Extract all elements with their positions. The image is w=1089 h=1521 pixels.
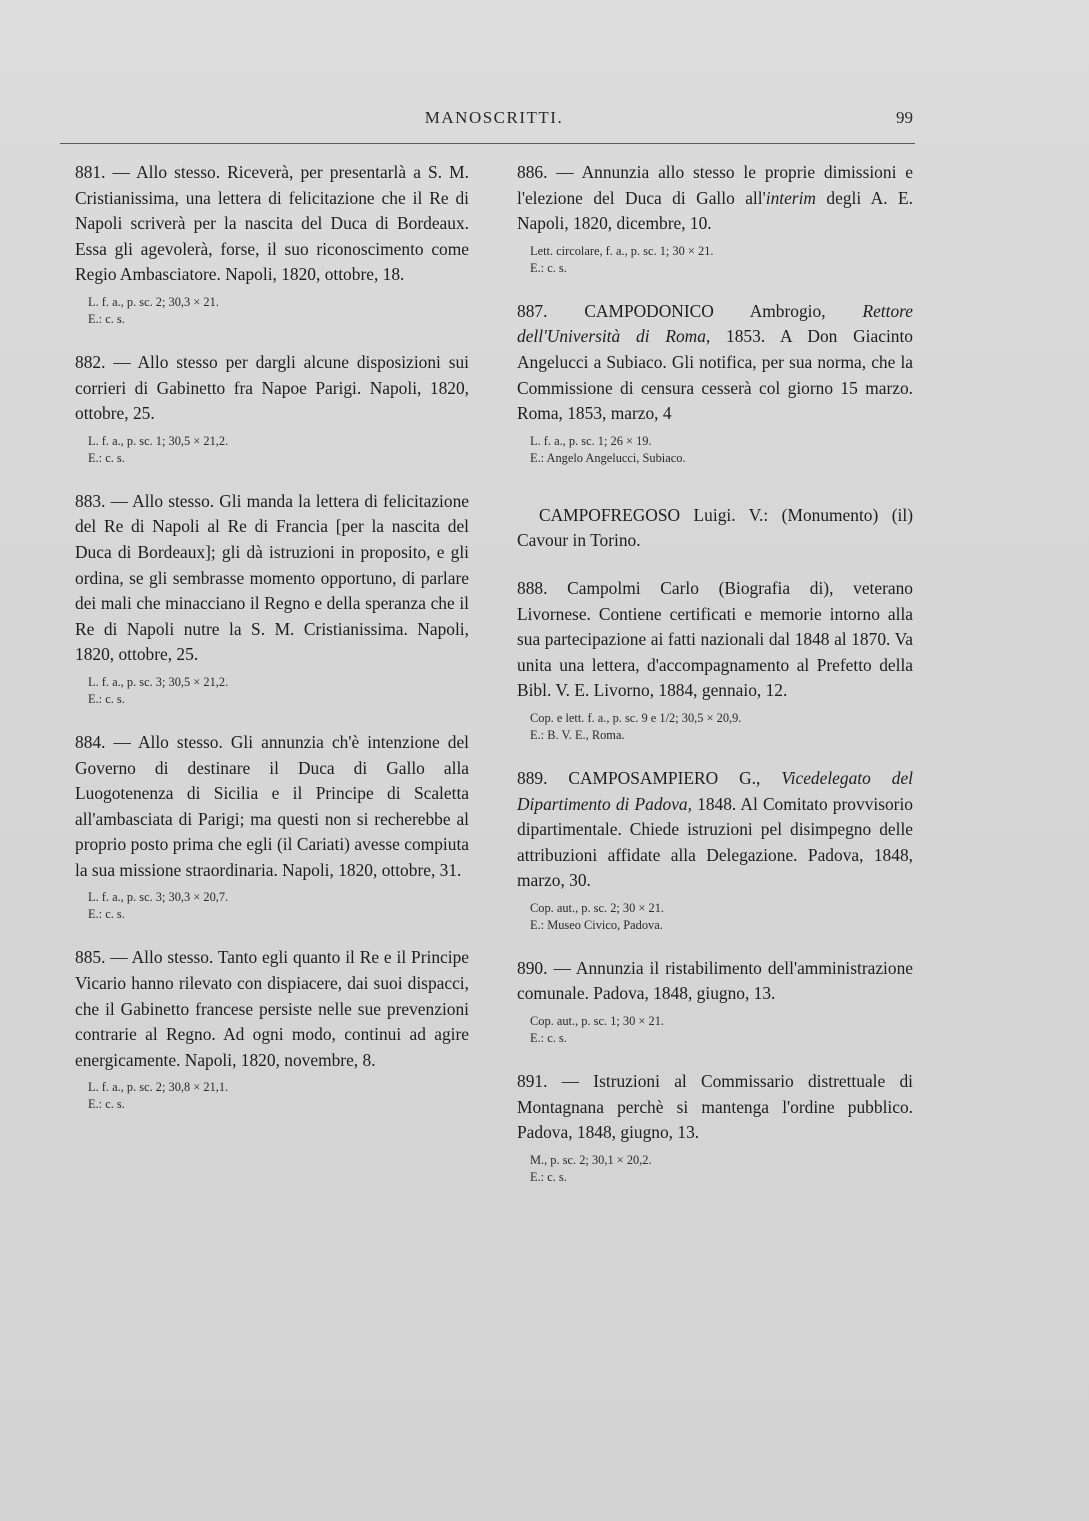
entry-881: [75, 160, 469, 328]
running-title: MANOSCRITTI.: [424, 108, 564, 127]
entry-888: [517, 576, 913, 744]
entry-meta: [88, 1079, 469, 1113]
page-header: [75, 108, 913, 138]
meta-owner: E.: c. s.: [88, 450, 125, 465]
cross-reference-campofregoso: CAMPOFREGOSO Luigi. V.: (Monumento) (il) Cavour in Torino.: [517, 504, 913, 551]
meta-description: M., p. sc. 2; 30,1 × 20,2.: [530, 1152, 652, 1167]
entry-meta: [530, 1152, 913, 1186]
entry-882: [75, 350, 469, 467]
entry-text: [517, 299, 913, 427]
entry-text-start: 886. — Annunzia allo stesso le proprie dimissioni e l'elezione del Duca di Gallo all': [517, 162, 913, 208]
entry-meta: [88, 433, 469, 467]
meta-description: L. f. a., p. sc. 3; 30,3 × 20,7.: [88, 890, 229, 905]
left-column: [75, 160, 469, 1135]
meta-owner: E.: Museo Civico, Padova.: [530, 917, 663, 932]
meta-owner: E.: c. s.: [88, 907, 125, 922]
meta-description: Lett. circolare, f. a., p. sc. 1; 30 × 21.: [530, 243, 714, 258]
page-number: 99: [896, 108, 913, 127]
entry-text: 881. — Allo stesso. Riceverà, per presentarlà a S. M. Cristianissima, una lettera di felicitazione che il Re di Napoli scriverà per la nascita del Duca di Bordeaux. Essa gli agevolerà, forse, il suo riconoscimento come Regio Ambasciatore. Napoli, 1820, ottobre, 18.: [75, 162, 469, 285]
entry-meta: [530, 900, 913, 934]
meta-owner: E.: c. s.: [88, 1097, 125, 1112]
meta-owner: E.: c. s.: [530, 260, 567, 275]
meta-description: Cop. aut., p. sc. 1; 30 × 21.: [530, 1014, 664, 1029]
entry-883: [75, 489, 469, 708]
meta-description: Cop. e lett. f. a., p. sc. 9 e 1/2; 30,5 × 20,9.: [530, 710, 742, 725]
entry-text: 885. — Allo stesso. Tanto egli quanto il Re e il Principe Vicario hanno rilevato con dispiacere, dai suoi dispacci, che il Gabinetto francese persiste nelle sue prevenzioni contrarie al Regno. Ad ogni modo, continui ad agire energicamente. Napoli, 1820, novembre, 8.: [75, 947, 469, 1070]
entry-text: 890. — Annunzia il ristabilimento dell'amministrazione comunale. Padova, 1848, giugno, 13.: [517, 957, 913, 1004]
entry-meta: [88, 889, 469, 923]
entry-title-italic: Vicedelegato del Dipartimento di Padova,: [517, 767, 914, 814]
entry-text-start: 887. CAMPODONICO Ambrogio,: [517, 300, 863, 321]
meta-owner: E.: c. s.: [88, 691, 125, 706]
header-rule: [60, 143, 915, 144]
entry-885: [75, 945, 469, 1113]
entry-text: 884. — Allo stesso. Gli annunzia ch'è intenzione del Governo di destinare il Duca di Gallo alla Luogotenenza di Sicilia e il Principe di Scaletta all'ambasciata di Parigi; ma questi non si recherebbe al proprio posto prima che egli (il Cariati) avesse compiuta la sua missione straordinaria. Napoli, 1820, ottobre, 31.: [75, 731, 469, 880]
entry-886: [517, 160, 913, 277]
meta-description: L. f. a., p. sc. 1; 30,5 × 21,2.: [88, 433, 229, 448]
entry-meta: [530, 710, 913, 744]
entry-text-start: 889. CAMPOSAMPIERO G.,: [517, 767, 782, 788]
entry-meta: [530, 433, 913, 467]
entry-text-end: 1853. A Don Giacinto Angelucci a Subiaco. Gli notifica, per sua norma, che la Commissione di censura cesserà col giorno 15 marzo. Roma, 1853, marzo, 4: [517, 326, 914, 424]
entry-text: 888. Campolmi Carlo (Biografia di), veterano Livornese. Contiene certificati e memorie intorno alla sua partecipazione ai fatti nazionali dal 1848 al 1870. Va unita una lettera, d'accompagnamento al Prefetto della Bibl. V. E. Livorno, 1884, gennaio, 12.: [517, 577, 913, 701]
right-column: [517, 160, 913, 1208]
entry-text-end: degli A. E. Napoli, 1820, dicembre, 10.: [517, 187, 914, 234]
entry-text: [517, 766, 913, 894]
meta-owner: E.: c. s.: [88, 311, 125, 326]
meta-owner: E.: c. s.: [530, 1031, 567, 1046]
entry-meta: [88, 294, 469, 328]
meta-description: L. f. a., p. sc. 2; 30,3 × 21.: [88, 294, 219, 309]
meta-description: Cop. aut., p. sc. 2; 30 × 21.: [530, 900, 664, 915]
meta-owner: E.: c. s.: [530, 1169, 567, 1184]
entry-884: [75, 730, 469, 924]
entry-887: [517, 299, 913, 467]
meta-owner: E.: B. V. E., Roma.: [530, 727, 625, 742]
entry-text: 882. — Allo stesso per dargli alcune disposizioni sui corrieri di Gabinetto fra Napoe Parigi. Napoli, 1820, ottobre, 25.: [75, 351, 469, 424]
meta-owner: E.: Angelo Angelucci, Subiaco.: [530, 450, 686, 465]
entry-meta: [88, 674, 469, 708]
entry-meta: [530, 1013, 913, 1047]
entry-890: [517, 956, 913, 1047]
entry-text: 891. — Istruzioni al Commissario distrettuale di Montagnana perchè si mantenga l'ordine pubblico. Padova, 1848, giugno, 13.: [517, 1071, 913, 1143]
entry-891: [517, 1069, 913, 1186]
meta-description: L. f. a., p. sc. 3; 30,5 × 21,2.: [88, 674, 229, 689]
meta-description: L. f. a., p. sc. 2; 30,8 × 21,1.: [88, 1080, 229, 1095]
entry-889: [517, 766, 913, 934]
entry-meta: [530, 243, 913, 277]
entry-text: [517, 160, 913, 237]
entry-title-italic: Rettore dell'Università di Roma,: [517, 300, 913, 347]
entry-text-end: 1848. Al Comitato provvisorio dipartimentale. Chiede istruzioni pel disimpegno delle attribuzioni affidate alla Delegazione. Padova, 1848, marzo, 30.: [517, 793, 913, 891]
entry-text: 883. — Allo stesso. Gli manda la lettera di felicitazione del Re di Napoli al Re di Francia [per la nascita del Duca di Bordeaux]; gli dà istruzioni in proposito, e gli ordina, se gli sembrasse momento opportuno, di parlare dei mali che minacciano il Regno e della speranza che il Re di Napoli nutre la S. M. Cristianissima. Napoli, 1820, ottobre, 25.: [75, 490, 469, 665]
entry-title-italic: interim: [765, 187, 816, 208]
meta-description: L. f. a., p. sc. 1; 26 × 19.: [530, 433, 652, 448]
